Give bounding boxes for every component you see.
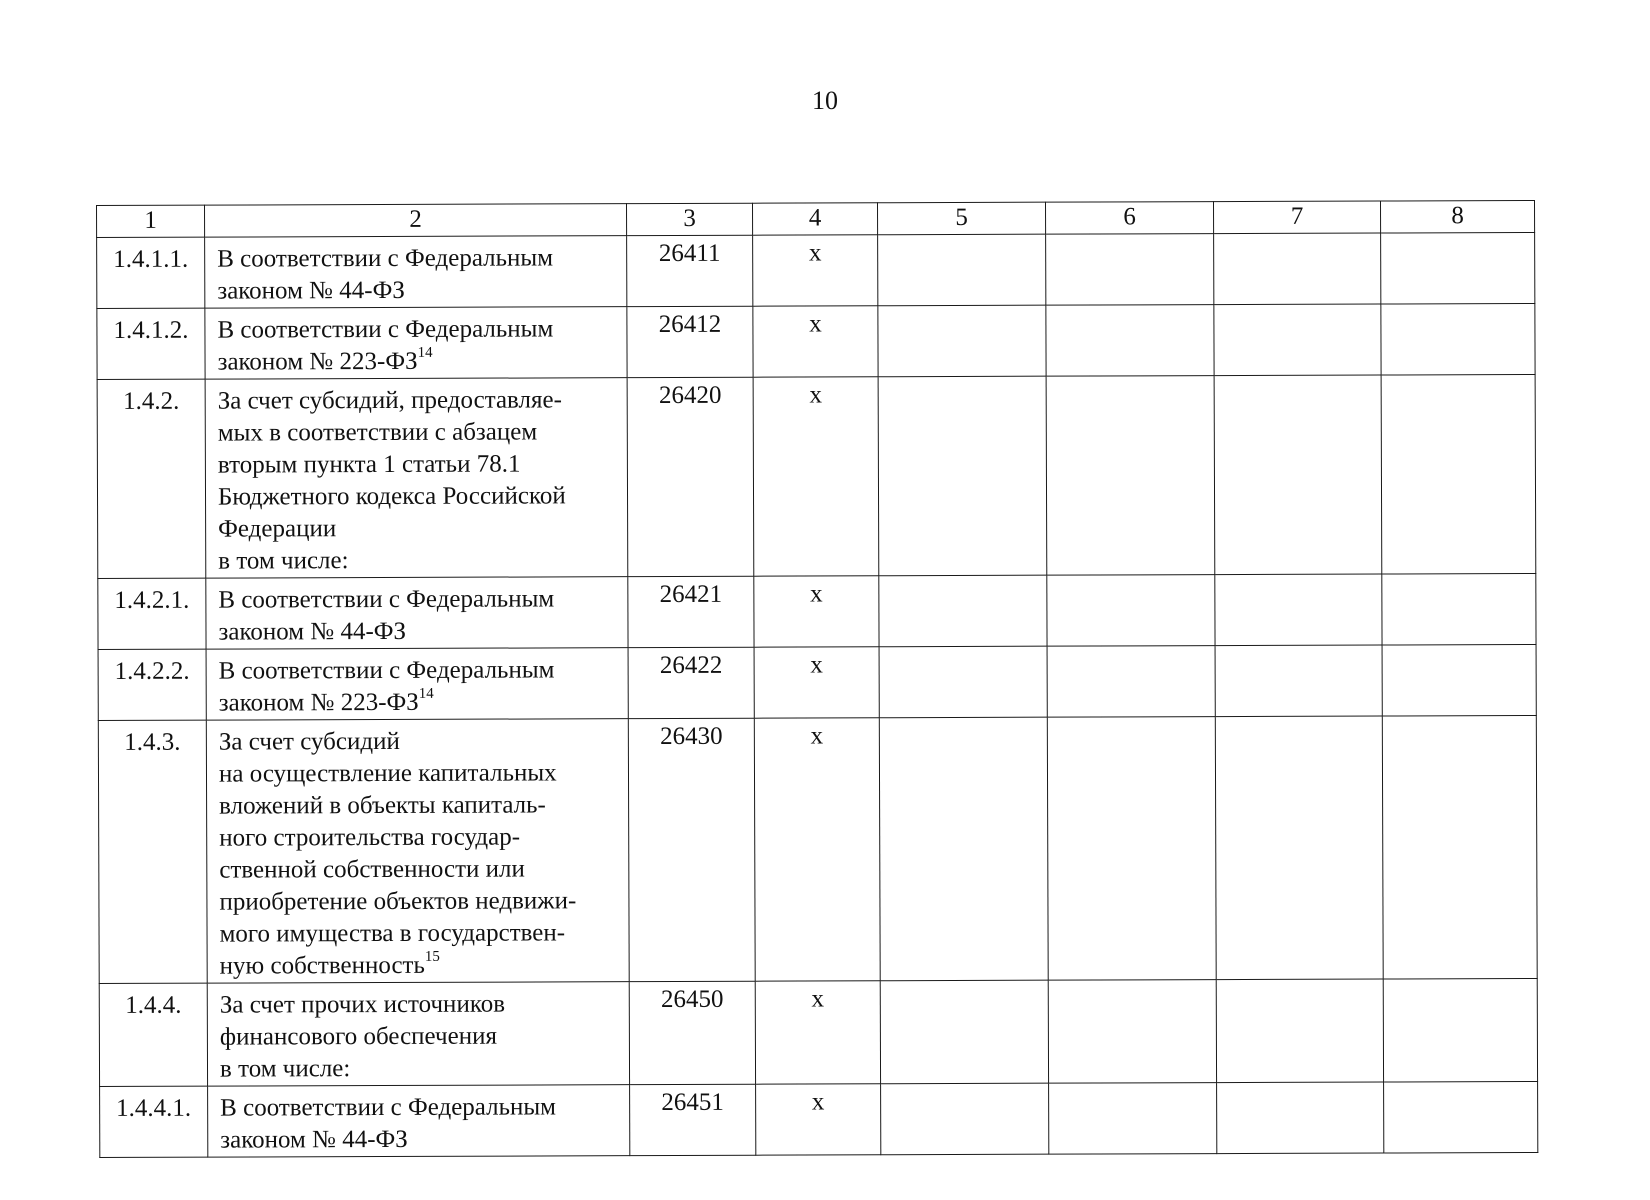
empty-cell-col-8 [1383, 978, 1537, 1082]
description-text: ственной собственности или [219, 855, 525, 884]
empty-cell-col-7 [1215, 645, 1382, 717]
description-line [219, 789, 622, 822]
description-line [219, 757, 622, 790]
row-mark-cell: x [754, 576, 879, 647]
description-text: мых в соответствии с абзацем [217, 418, 538, 447]
row-description-cell [205, 236, 627, 308]
description-line [218, 384, 621, 417]
description-line [218, 480, 621, 513]
description-line [220, 988, 623, 1021]
column-header-6: 6 [1045, 202, 1213, 235]
row-number-cell: 1.4.1.1. [97, 237, 205, 308]
description-text: законом № 44-ФЗ [220, 1125, 408, 1154]
empty-cell-col-5 [880, 980, 1048, 1084]
description-text: За счет субсидий, предоставляе- [217, 386, 562, 415]
description-line [218, 448, 621, 481]
table-row [97, 374, 1536, 578]
row-number-cell: 1.4.4. [99, 983, 207, 1086]
description-text: Федерации [218, 515, 337, 543]
column-header-4: 4 [752, 203, 877, 235]
description-text: Бюджетного кодекса Российской [217, 482, 566, 511]
page-number: 10 [812, 86, 838, 115]
empty-cell-col-8 [1384, 1081, 1538, 1153]
description-text: В соответствии с Федеральным [218, 585, 555, 614]
table-body [97, 232, 1538, 1157]
row-number-cell: 1.4.1.2. [97, 308, 205, 379]
row-mark-cell: x [755, 981, 880, 1084]
row-number-cell: 1.4.2.2. [98, 649, 206, 720]
description-line [219, 853, 622, 886]
description-text: финансового обеспечения [219, 1022, 497, 1051]
description-text: В соответствии с Федеральным [218, 656, 555, 685]
empty-cell-col-6 [1046, 305, 1214, 377]
empty-cell-col-6 [1047, 717, 1216, 981]
empty-cell-col-8 [1381, 374, 1536, 574]
description-line [219, 821, 622, 854]
row-number-cell: 1.4.3. [98, 720, 207, 983]
table-row [97, 232, 1535, 308]
description-line [219, 654, 622, 687]
column-header-8: 8 [1380, 200, 1534, 233]
row-description-cell [205, 378, 628, 578]
description-text: За счет субсидий [218, 727, 400, 756]
description-line [217, 313, 620, 346]
description-line [218, 544, 621, 577]
empty-cell-col-6 [1047, 575, 1215, 647]
row-number-cell: 1.4.2.1. [98, 578, 206, 649]
description-line [220, 1052, 623, 1085]
row-description-cell [206, 577, 628, 649]
description-text: законом № 223-ФЗ [218, 688, 419, 717]
description-text: законом № 44-ФЗ [217, 276, 405, 305]
description-line [218, 583, 621, 616]
description-text: в том числе: [219, 1055, 351, 1083]
description-line [220, 1091, 623, 1124]
description-text: В соответствии с Федеральным [220, 1093, 557, 1122]
description-text: ного строительства государ- [219, 823, 521, 852]
report-table [96, 200, 1538, 1158]
footnote-marker: 14 [417, 344, 433, 361]
empty-cell-col-7 [1215, 716, 1383, 980]
column-header-7: 7 [1213, 201, 1380, 234]
empty-cell-col-8 [1382, 573, 1536, 645]
description-line [218, 416, 621, 449]
description-text: вложений в объекты капиталь- [219, 791, 546, 820]
row-description-cell [205, 307, 627, 379]
column-header-5: 5 [877, 202, 1045, 235]
empty-cell-col-7 [1216, 979, 1383, 1083]
empty-cell-col-6 [1047, 646, 1215, 718]
description-text: вторым пункта 1 статьи 78.1 [217, 450, 521, 479]
description-text: мого имущества в государствен- [219, 919, 566, 948]
row-description-cell [208, 1085, 630, 1157]
empty-cell-col-5 [879, 575, 1047, 647]
description-line [219, 686, 622, 719]
empty-cell-col-7 [1214, 304, 1381, 376]
footnote-marker: 15 [424, 948, 440, 965]
description-text: на осуществление капитальных [218, 759, 557, 788]
description-line [218, 512, 621, 545]
empty-cell-col-8 [1382, 715, 1537, 979]
row-code-cell: 26421 [628, 576, 754, 647]
column-header-3: 3 [626, 203, 752, 235]
row-code-cell: 26451 [630, 1084, 756, 1155]
empty-cell-col-8 [1381, 303, 1535, 375]
column-header-2: 2 [205, 204, 627, 237]
row-mark-cell: x [754, 647, 879, 718]
empty-cell-col-7 [1215, 574, 1382, 646]
row-code-cell: 26422 [628, 647, 754, 718]
description-text: За счет прочих источников [219, 990, 506, 1019]
description-line [220, 1123, 623, 1156]
description-line [217, 274, 620, 307]
description-line [217, 242, 620, 275]
row-code-cell: 26411 [627, 235, 753, 306]
description-line [219, 725, 622, 758]
description-line [218, 615, 621, 648]
table-row [98, 573, 1536, 649]
empty-cell-col-5 [878, 305, 1046, 377]
empty-cell-col-6 [1048, 980, 1216, 1084]
empty-cell-col-7 [1217, 1082, 1384, 1154]
empty-cell-col-5 [878, 234, 1046, 306]
empty-cell-col-6 [1046, 234, 1214, 306]
description-text: В соответствии с Федеральным [217, 315, 554, 344]
row-description-cell [207, 982, 629, 1086]
description-line [219, 917, 622, 950]
column-header-1: 1 [97, 205, 205, 237]
row-code-cell: 26450 [629, 981, 755, 1084]
table-row [99, 978, 1537, 1086]
row-mark-cell: x [753, 377, 879, 576]
row-code-cell: 26420 [627, 377, 754, 576]
row-mark-cell: x [754, 718, 880, 981]
table-row [98, 715, 1537, 983]
description-text: законом № 44-ФЗ [218, 617, 407, 646]
empty-cell-col-8 [1382, 644, 1536, 716]
empty-cell-col-6 [1046, 376, 1215, 576]
empty-cell-col-5 [878, 376, 1047, 576]
row-code-cell: 26430 [628, 718, 755, 981]
empty-cell-col-7 [1214, 375, 1382, 575]
empty-cell-col-8 [1381, 232, 1535, 304]
description-line [219, 885, 622, 918]
description-text: в том числе: [218, 547, 349, 575]
row-description-cell [206, 719, 629, 983]
row-mark-cell: x [753, 306, 878, 377]
row-description-cell [206, 648, 628, 720]
empty-cell-col-5 [879, 717, 1048, 981]
table-row [100, 1081, 1538, 1157]
empty-cell-col-6 [1049, 1083, 1217, 1155]
table-row [97, 303, 1535, 379]
description-line [217, 345, 620, 378]
empty-cell-col-7 [1214, 233, 1381, 305]
header-row [97, 200, 1535, 237]
description-text: ную собственность [219, 951, 425, 980]
row-mark-cell: x [756, 1084, 881, 1155]
empty-cell-col-5 [881, 1083, 1049, 1155]
row-number-cell: 1.4.2. [97, 379, 206, 578]
empty-cell-col-5 [879, 646, 1047, 718]
description-text: В соответствии с Федеральным [217, 244, 554, 273]
description-line [220, 949, 623, 982]
footnote-marker: 14 [418, 685, 434, 702]
row-mark-cell: x [753, 235, 878, 306]
row-number-cell: 1.4.4.1. [100, 1086, 208, 1157]
description-text: приобретение объектов недвижи- [219, 887, 577, 916]
description-text: законом № 223-ФЗ [217, 347, 418, 376]
row-code-cell: 26412 [627, 306, 753, 377]
description-line [220, 1020, 623, 1053]
table-row [98, 644, 1536, 720]
